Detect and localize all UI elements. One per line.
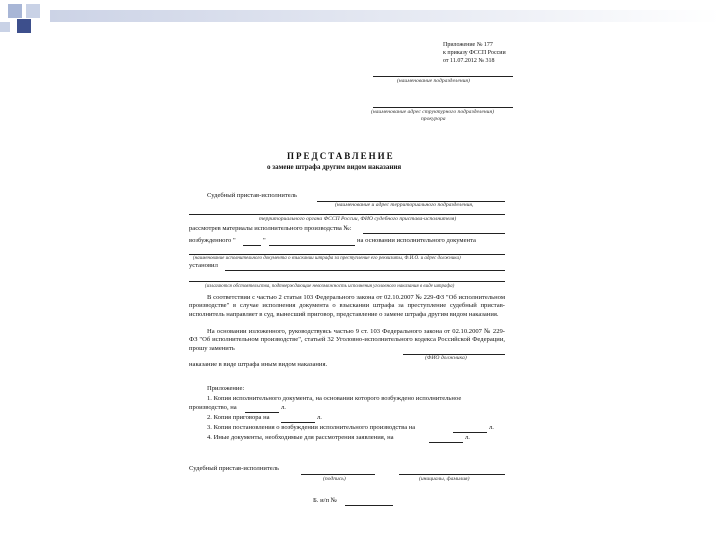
appendix-item-1-cont: производство, на <box>189 404 237 411</box>
decorative-header <box>0 0 720 40</box>
caption-name: (инициалы, фамилия) <box>419 476 470 482</box>
caption-unit-address: (наименование адрес структурного подразделения) <box>371 109 494 115</box>
signature-line <box>301 474 375 475</box>
field-line <box>363 233 505 234</box>
appendix-item-3: 3. Копия постановления о возбуждении исполнительного производства на <box>207 424 416 431</box>
decorative-square <box>8 4 22 18</box>
established-label: установил <box>189 262 218 269</box>
field-line <box>373 107 513 108</box>
appendix-heading: Приложение: <box>207 385 245 392</box>
field-line <box>453 432 487 433</box>
decorative-band <box>50 10 720 22</box>
appendix-item-3-unit: л. <box>489 424 494 431</box>
basis-text: на основании исполнительного документа <box>357 237 476 244</box>
paragraph-replacement: наказание в виде штрафа иным видом наказания. <box>189 361 328 368</box>
appendix-ref-line2: к приказу ФССП России <box>443 50 506 56</box>
bailiff-label: Судебный пристав-исполнитель <box>207 192 298 199</box>
caption-document: (наименование исполнительного документа о взыскании штрафа за преступление его реквизиты, Ф.И.О. и адрес должника) <box>193 256 461 261</box>
field-line <box>245 412 279 413</box>
field-line <box>345 505 393 506</box>
decorative-square <box>0 22 10 32</box>
appendix-ref-line1: Приложение № 177 <box>443 42 493 48</box>
field-line <box>189 214 505 215</box>
document-subtitle: о замене штрафа другим видом наказания <box>267 163 402 171</box>
field-line <box>189 254 505 255</box>
date-separator: " <box>263 237 266 244</box>
caption-prosecutor: прокурора <box>421 116 446 122</box>
field-line <box>269 245 355 246</box>
paragraph-request: На основании изложенного, руководствуясь частью 9 ст. 103 Федерального закона от 02.10.2007 № 229-ФЗ "Об исполнительном производстве", статьей 32 Уголовно-исполнительного кодекса Российской Федерации, прошу заменить <box>189 328 505 352</box>
caption-bailiff: (наименование и адрес территориального подразделения, <box>335 202 474 208</box>
document-title: ПРЕДСТАВЛЕНИЕ <box>287 151 395 161</box>
initiated-text: возбужденного " <box>189 237 236 244</box>
case-number-label: Б. и/п № <box>313 497 337 504</box>
signature-label: Судебный пристав-исполнитель <box>189 465 280 472</box>
caption-signature: (подпись) <box>323 476 346 482</box>
appendix-item-4-unit: л. <box>465 434 470 441</box>
decorative-square <box>26 4 40 18</box>
appendix-item-1-unit: л. <box>281 404 286 411</box>
name-line <box>399 474 505 475</box>
appendix-ref-line3: от 11.07.2012 № 318 <box>443 58 495 64</box>
field-line <box>243 245 261 246</box>
field-line <box>373 76 513 77</box>
decorative-square <box>17 19 31 33</box>
appendix-item-1: 1. Копия исполнительного документа, на основании которого возбуждено исполнительное <box>207 395 462 402</box>
field-line <box>225 270 505 271</box>
appendix-item-2-unit: л. <box>317 414 322 421</box>
caption-unit: (наименование подразделения) <box>397 78 470 84</box>
materials-text: рассмотрев материалы исполнительного производства №: <box>189 225 352 232</box>
appendix-item-2: 2. Копия приговора на <box>207 414 270 421</box>
field-line <box>189 281 505 282</box>
document-page <box>185 40 515 540</box>
caption-region: территориального органа ФССП России, ФИО судебного пристава-исполнителя) <box>259 216 457 222</box>
caption-debtor: (ФИО должника) <box>425 355 467 361</box>
field-line <box>281 422 315 423</box>
paragraph-legal-basis: В соответствии с частью 2 статьи 103 Федерального закона от 02.10.2007 № 229-ФЗ "Об исполнительном производстве" в случае исполнения документа о взыскании штрафа за преступление судебный пристав-исполнитель направляет в суд, вынесший приговор, представление о замене штрафа другим видом наказания. <box>189 294 505 318</box>
field-line <box>429 442 463 443</box>
caption-reasons: (излагаются обстоятельства, подтверждающие невозможность исполнения уголовного наказания в виде штрафа) <box>205 284 455 289</box>
appendix-item-4: 4. Иные документы, необходимые для рассмотрения заявления, на <box>207 434 394 441</box>
